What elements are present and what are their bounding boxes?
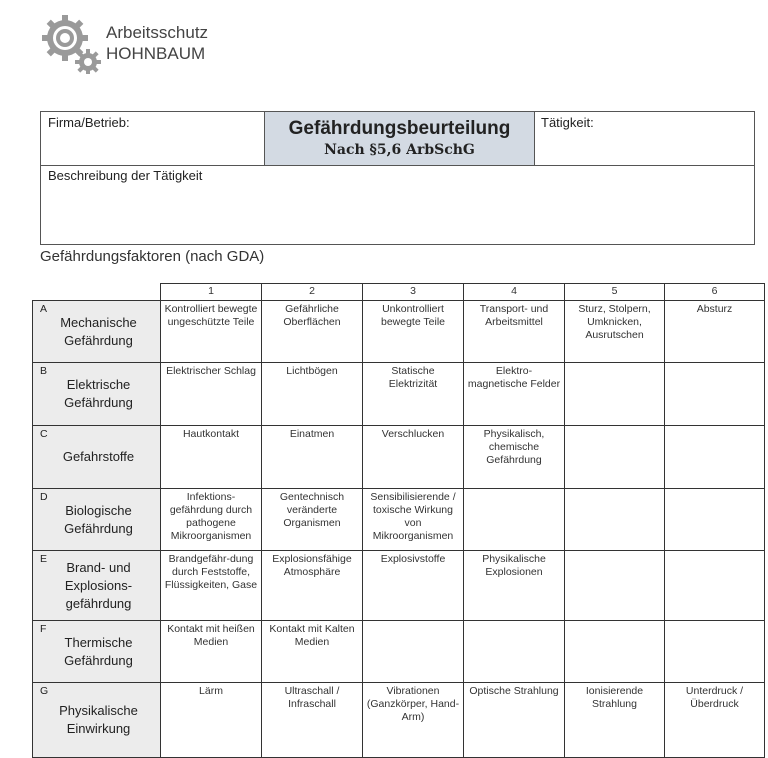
hazard-cell <box>665 621 765 683</box>
hazard-cell: Statische Elektrizität <box>363 363 464 426</box>
taetigkeit-field[interactable] <box>535 112 754 171</box>
hazard-matrix <box>32 283 765 758</box>
hazard-cell <box>665 426 765 489</box>
category-label: Gefahrstoffe <box>62 449 135 464</box>
category-cell <box>33 301 161 363</box>
document-title-block <box>265 112 535 165</box>
brand-text <box>106 22 208 64</box>
brand-line1: Arbeitsschutz <box>106 23 209 42</box>
hazard-cell: Kontrolliert bewegte ungeschützte Teile <box>161 301 262 363</box>
hazard-cell: Vibrationen (Ganzkörper, Hand-Arm) <box>363 683 464 758</box>
hazard-cell: Infektions-gefährdung durch pathogene Mikroorganismen <box>161 489 262 551</box>
hazard-cell: Physikalische Explosionen <box>464 551 565 621</box>
table-row <box>33 363 765 426</box>
category-cell <box>33 683 161 758</box>
document-title: Gefährdungsbeurteilung <box>288 118 511 139</box>
row-letter: E <box>40 553 48 565</box>
beschreibung-field[interactable] <box>41 165 754 244</box>
hazard-cell <box>565 621 665 683</box>
hazard-cell: Transport- und Arbeitsmittel <box>464 301 565 363</box>
hazard-cell: Explosionsfähige Atmosphäre <box>262 551 363 621</box>
hazard-cell: Ionisierende Strahlung <box>565 683 665 758</box>
hazard-cell: Elektrischer Schlag <box>161 363 262 426</box>
column-header: 2 <box>262 284 363 301</box>
table-row <box>33 551 765 621</box>
column-header: 6 <box>665 284 765 301</box>
hazard-cell: Absturz <box>665 301 765 363</box>
column-header: 1 <box>161 284 262 301</box>
hazard-cell: Unterdruck / Überdruck <box>665 683 765 758</box>
row-letter: B <box>40 365 48 377</box>
row-letter: C <box>40 428 48 440</box>
column-header: 4 <box>464 284 565 301</box>
row-letter: F <box>40 623 47 635</box>
column-header: 5 <box>565 284 665 301</box>
column-header: 3 <box>363 284 464 301</box>
document-subtitle: Nach §5,6 ArbSchG <box>324 142 475 158</box>
hazard-cell: Explosivstoffe <box>363 551 464 621</box>
hazard-cell: Ultraschall / Infraschall <box>262 683 363 758</box>
column-header-row <box>33 284 765 301</box>
hazard-cell: Optische Strahlung <box>464 683 565 758</box>
table-row <box>33 426 765 489</box>
category-label: Physikalische Einwirkung <box>59 703 138 736</box>
hazard-cell <box>464 621 565 683</box>
section-title: Gefährdungsfaktoren (nach GDA) <box>40 248 265 265</box>
header-box <box>40 111 755 245</box>
hazard-cell: Kontakt mit heißen Medien <box>161 621 262 683</box>
hazard-cell: Verschlucken <box>363 426 464 489</box>
table-row <box>33 301 765 363</box>
hazard-cell: Brandgefähr-dung durch Feststoffe, Flüssigkeiten, Gase <box>161 551 262 621</box>
hazard-cell <box>665 363 765 426</box>
firma-field[interactable] <box>41 112 265 165</box>
hazard-cell <box>565 363 665 426</box>
hazard-cell: Gefährliche Oberflächen <box>262 301 363 363</box>
beschreibung-label: Beschreibung der Tätigkeit <box>48 168 203 183</box>
category-cell <box>33 621 161 683</box>
hazard-cell <box>665 489 765 551</box>
hazard-cell: Hautkontakt <box>161 426 262 489</box>
hazard-cell: Einatmen <box>262 426 363 489</box>
category-cell <box>33 551 161 621</box>
hazard-cell: Sturz, Stolpern, Umknicken, Ausrutschen <box>565 301 665 363</box>
taetigkeit-label: Tätigkeit: <box>541 115 594 130</box>
table-row <box>33 621 765 683</box>
table-row <box>33 489 765 551</box>
hazard-cell <box>665 551 765 621</box>
hazard-cell: Kontakt mit Kalten Medien <box>262 621 363 683</box>
hazard-cell <box>565 489 665 551</box>
brand-line2: HOHNBAUM <box>106 44 206 63</box>
category-cell <box>33 426 161 489</box>
category-cell <box>33 363 161 426</box>
hazard-cell <box>565 426 665 489</box>
hazard-cell: Physikalisch, chemische Gefährdung <box>464 426 565 489</box>
hazard-cell <box>464 489 565 551</box>
row-letter: A <box>40 303 48 315</box>
hazard-cell: Lärm <box>161 683 262 758</box>
category-label: Brand- und Explosions-gefährdung <box>64 559 133 611</box>
category-cell <box>33 489 161 551</box>
category-label: Mechanische Gefährdung <box>60 314 137 348</box>
category-label: Elektrische Gefährdung <box>64 377 133 410</box>
category-label: Thermische Gefährdung <box>64 634 133 668</box>
firma-label: Firma/Betrieb: <box>48 115 130 130</box>
hazard-cell: Elektro-magnetische Felder <box>464 363 565 426</box>
hazard-cell: Unkontrolliert bewegte Teile <box>363 301 464 363</box>
company-logo <box>40 12 110 74</box>
row-letter: G <box>40 685 49 697</box>
header-corner <box>33 284 161 301</box>
hazard-cell: Lichtbögen <box>262 363 363 426</box>
hazard-cell: Sensibilisierende / toxische Wirkung von Mikroorganismen <box>363 489 464 551</box>
category-label: Biologische Gefährdung <box>64 502 133 536</box>
hazard-cell: Gentechnisch veränderte Organismen <box>262 489 363 551</box>
row-letter: D <box>40 491 48 503</box>
gears-icon <box>40 12 110 74</box>
hazard-cell <box>565 551 665 621</box>
hazard-cell <box>363 621 464 683</box>
table-row <box>33 683 765 758</box>
